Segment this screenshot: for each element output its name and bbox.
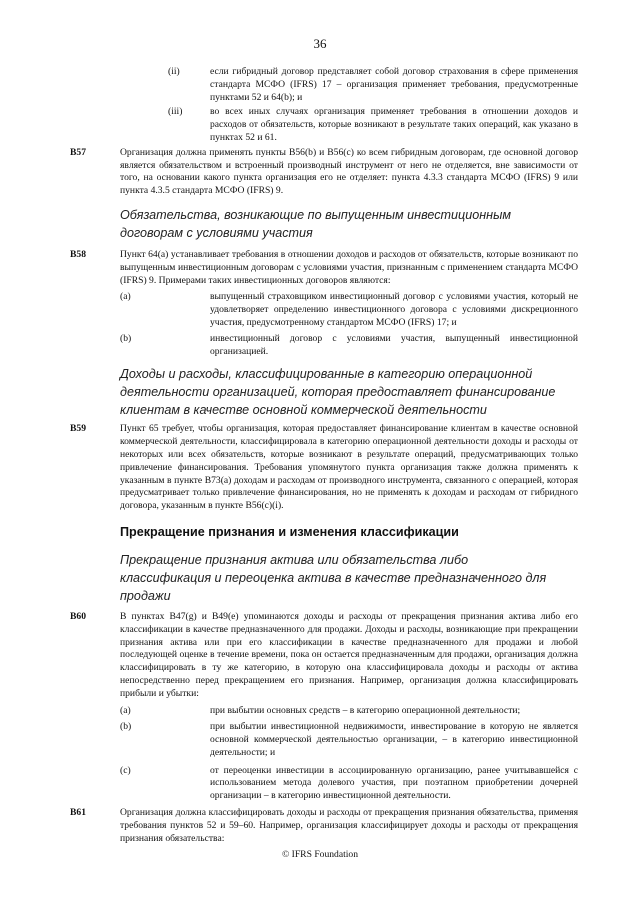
paragraph-text: Организация должна применять пункты B56(b) и B56(c) ко всем гибридным договорам, где основной договор является обязательством и встроенный производный инструмент от него не отделяется, вне зависимости от того, на основании какого пункта организация его не отделяет: пункта 4.3.3 стандарта МСФО (IFRS) 9 или пункта 4.3.5 стандарта МСФО (IFRS) 9. (120, 146, 578, 197)
paragraph (0, 249, 640, 287)
list-item (0, 291, 640, 329)
paragraph (0, 423, 640, 513)
footer-copyright: © IFRS Foundation (281, 849, 359, 861)
item-text: при выбытии основных средств – в категорию операционной деятельности; (210, 704, 521, 716)
page-number: 36 (313, 36, 327, 51)
item-text: от переоценки инвестиции в ассоциированную организацию, ранее учитывавшейся с использованием метода долевого участия, при поэтапном приобретении дочерней организации – в категорию инвестиционной деятельности. (210, 764, 578, 802)
item-text: если гибридный договор представляет собой договор страхования в сфере применения стандарта МСФО (IFRS) 17 – организация применяет требования, предусмотренные пунктами 52 и 64(b); и (210, 66, 578, 103)
paragraph (0, 147, 640, 198)
item-text: инвестиционный договор с условиями участия, выпущенный инвестиционной организацией. (210, 332, 578, 357)
item-label: (ii) (168, 66, 180, 77)
section-heading: Доходы и расходы, классифицированные в категорию операционной деятельности организацией, которая предоставляет финансирование клиентам в качестве основной коммерческой деятельности (120, 367, 556, 418)
item-label: (a) (120, 704, 131, 716)
paragraph-number: B59 (70, 423, 86, 435)
paragraph-text: Пункт 65 требует, чтобы организация, которая предоставляет финансирование клиентам в качестве основной коммерческой деятельности, классифицировала в категорию операционной деятельности доходы и расходы от некоторых или всех обязательств, которые возникают в результате операций, предусматривающих только привлечение финансирования. Требования упомянутого пункта организация также должна применять к указанным в пункте B73(a) доходам и расходам от производного инструмента, связанного с операцией, которая предусматривает только привлечение финансирования, но не применять к доходам и расходам от гибридного договора, указанным в пункте B56(c)(i). (120, 423, 578, 512)
paragraph-text: В пунктах B47(g) и B49(e) упоминаются доходы и расходы от прекращения признания актива либо его классификации в качестве предназначенного для продажи. Доходы и расходы, возникающие при прекращении признания актива или при его классификации в качестве предназначенного для продажи и любой последующей оценке в течение времени, пока он остается предназначенным для продажи, организация должна классифицировать в ту же категорию, в которую она классифицировала доходы и расходы от актива непосредственно перед прекращением его признания. Например, организация должна классифицировать прибыли и убытки: (120, 610, 578, 699)
section-heading-bold: Прекращение признания и изменения классификации (120, 524, 459, 539)
item-text: во всех иных случаях организация применяет требования в отношении доходов и расходов от обязательств, которые возникают в результате таких операций, как указано в пунктах 52 и 61. (210, 106, 578, 143)
section-heading: Обязательства, возникающие по выпущенным инвестиционным договорам с условиями участия (120, 207, 512, 240)
item-label: (a) (120, 291, 131, 303)
item-text: выпущенный страховщиком инвестиционный договор с условиями участия, который не удовлетворяет определению инвестиционного договора с условиями дискреционного участия, предусмотренному стандартом МСФО (IFRS) 17; и (210, 291, 578, 328)
list-item (0, 765, 640, 803)
list-item (0, 333, 640, 359)
paragraph-text: Пункт 64(a) устанавливает требования в отношении доходов и расходов от обязательств, которые возникают по выпущенным инвестиционным договорам с условиями участия, признанным с применением стандарта МСФО (IFRS) 9. Примерами таких инвестиционных договоров являются: (120, 248, 578, 286)
paragraph-number: B58 (70, 248, 86, 260)
paragraph (0, 807, 640, 845)
paragraph-number: B60 (70, 610, 86, 622)
list-item (0, 66, 640, 104)
paragraph-text: Организация должна классифицировать доходы и расходы от прекращения признания обязательства, применяя требования пунктов 52 и 59–60. Например, организация классифицирует доходы и расходы от прекращения признания обязательства: (120, 807, 578, 844)
paragraph-number: B57 (70, 146, 86, 158)
paragraph-number: B61 (70, 807, 86, 819)
list-item (0, 721, 640, 759)
item-label: (b) (120, 721, 132, 733)
item-label: (c) (120, 764, 131, 776)
paragraph (0, 611, 640, 701)
item-text: при выбытии инвестиционной недвижимости, инвестирование в которую не является основной коммерческой деятельностью организации, – в категорию инвестиционной деятельности; и (210, 721, 578, 758)
item-label: (b) (120, 332, 132, 344)
list-item (0, 705, 640, 718)
section-heading: Прекращение признания актива или обязательства либо классификация и переоценка актива в качестве предназначенного для продажи (120, 552, 547, 603)
item-label: (iii) (168, 106, 183, 118)
list-item (0, 106, 640, 144)
